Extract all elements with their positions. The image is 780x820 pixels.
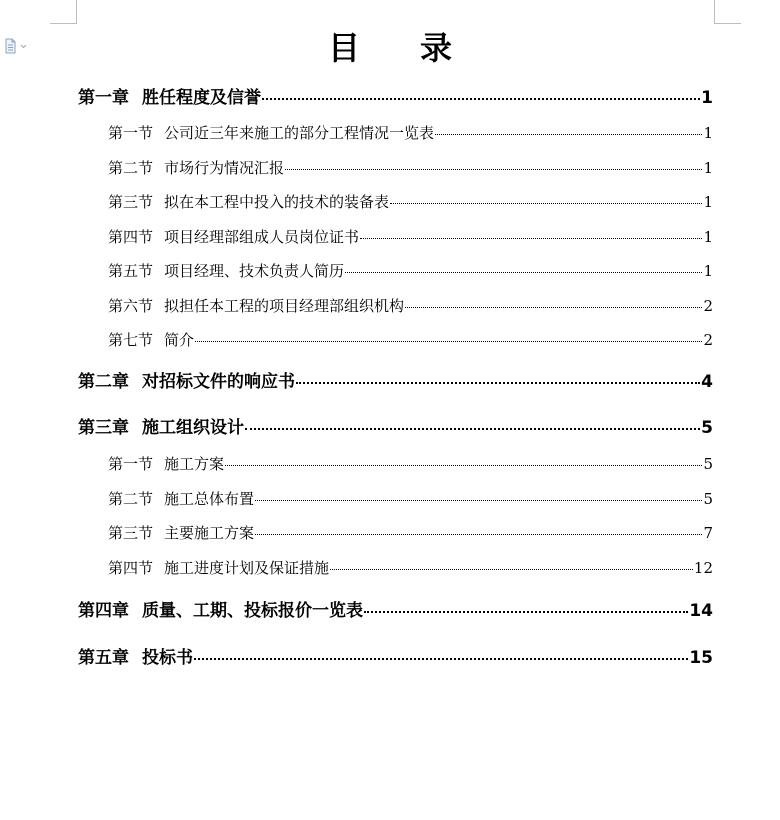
toc-page-number: 5: [703, 455, 713, 473]
toc-entry-title: 市场行为情况汇报: [164, 159, 285, 177]
toc-section-entry[interactable]: [108, 157, 713, 178]
toc-entry-title: 对招标文件的响应书: [142, 372, 295, 392]
toc-dot-leader: [285, 169, 702, 170]
toc-entry-number: 第六节: [108, 297, 154, 315]
toc-entry-number: 第七节: [108, 331, 154, 349]
toc-entry-number: 第四章: [78, 601, 129, 621]
toc-dot-leader: [296, 382, 700, 384]
toc-chapter-entry[interactable]: [78, 596, 713, 621]
toc-section-entry[interactable]: [108, 295, 713, 316]
crop-mark-left-horizontal: [50, 23, 77, 24]
toc-page-number: 2: [703, 331, 713, 349]
toc-page-number: 14: [689, 601, 713, 621]
toc-section-entry[interactable]: [108, 260, 713, 281]
toc-section-entry[interactable]: [108, 226, 713, 247]
toc-entry-number: 第三章: [78, 418, 129, 438]
toc-entry-number: 第二节: [108, 490, 154, 508]
toc-chapter-entry[interactable]: [78, 413, 713, 438]
toc-page-number: 1: [703, 159, 713, 177]
toc-dot-leader: [360, 238, 702, 239]
toc-entry-number: 第二章: [78, 372, 129, 392]
toc-entry-title: 质量、工期、投标报价一览表: [142, 601, 363, 621]
toc-section-entry[interactable]: [108, 453, 713, 474]
toc-page-number: 12: [693, 559, 713, 577]
toc-dot-leader: [194, 658, 688, 660]
toc-chapter-entry[interactable]: [78, 367, 713, 392]
toc-page-number: 1: [703, 228, 713, 246]
toc-dot-leader: [225, 465, 702, 466]
toc-dot-leader: [345, 272, 702, 273]
toc-entry-number: 第二节: [108, 159, 154, 177]
toc-entry-number: 第一节: [108, 124, 154, 142]
toc-entry-number: 第一节: [108, 455, 154, 473]
toc-page-number: 1: [703, 193, 713, 211]
crop-mark-right-horizontal: [714, 23, 741, 24]
toc-page-number: 2: [703, 297, 713, 315]
toc-entry-number: 第四节: [108, 559, 154, 577]
toc-entry-title: 项目经理、技术负责人简历: [164, 262, 345, 280]
toc-dot-leader: [195, 341, 702, 342]
toc-entry-number: 第三节: [108, 193, 154, 211]
toc-chapter-entry[interactable]: [78, 643, 713, 668]
toc-entry-number: 第三节: [108, 524, 154, 542]
toc-dot-leader: [405, 307, 702, 308]
crop-mark-left-vertical: [76, 0, 77, 24]
toc-section-entry[interactable]: [108, 557, 713, 578]
toc-entry-title: 拟担任本工程的项目经理部组织机构: [164, 297, 405, 315]
toc-title: 目录: [327, 29, 512, 67]
toc-entry-title: 主要施工方案: [164, 524, 255, 542]
toc-dot-leader: [262, 98, 700, 100]
toc-entry-number: 第五章: [78, 648, 129, 668]
toc-section-entry[interactable]: [108, 522, 713, 543]
toc-chapter-entry[interactable]: [78, 83, 713, 108]
toc-entry-title: 施工总体布置: [164, 490, 255, 508]
toc-entry-title: 投标书: [142, 648, 193, 668]
toc-entry-number: 第一章: [78, 88, 129, 108]
toc-entry-number: 第四节: [108, 228, 154, 246]
toc-entry-title: 施工进度计划及保证措施: [164, 559, 330, 577]
toc-entry-number: 第五节: [108, 262, 154, 280]
toc-dot-leader: [364, 611, 688, 613]
toc-dot-leader: [435, 134, 702, 135]
toc-section-entry[interactable]: [108, 488, 713, 509]
toc-entry-title: 简介: [164, 331, 195, 349]
toc-section-entry[interactable]: [108, 122, 713, 143]
toc-entry-title: 胜任程度及信誉: [142, 88, 261, 108]
toc-page-number: 7: [703, 524, 713, 542]
toc-dot-leader: [390, 203, 702, 204]
toc-page-number: 1: [703, 262, 713, 280]
toc-page-number: 1: [703, 124, 713, 142]
toc-page-number: 1: [701, 88, 713, 108]
toc-page-number: 4: [701, 372, 713, 392]
toc-dot-leader: [245, 428, 700, 430]
toc-section-entry[interactable]: [108, 191, 713, 212]
toc-entry-title: 施工组织设计: [142, 418, 244, 438]
toc-page-number: 5: [701, 418, 713, 438]
toc-entry-title: 拟在本工程中投入的技术的装备表: [164, 193, 390, 211]
toc-dot-leader: [255, 534, 702, 535]
toc-page-number: 15: [689, 648, 713, 668]
toc-dot-leader: [255, 500, 702, 501]
toc-entry-title: 施工方案: [164, 455, 225, 473]
toc-entry-title: 项目经理部组成人员岗位证书: [164, 228, 360, 246]
toc-section-entry[interactable]: [108, 329, 713, 350]
toc-entry-title: 公司近三年来施工的部分工程情况一览表: [164, 124, 435, 142]
toc-dot-leader: [330, 569, 693, 570]
crop-mark-right-vertical: [714, 0, 715, 24]
toc-page-number: 5: [703, 490, 713, 508]
